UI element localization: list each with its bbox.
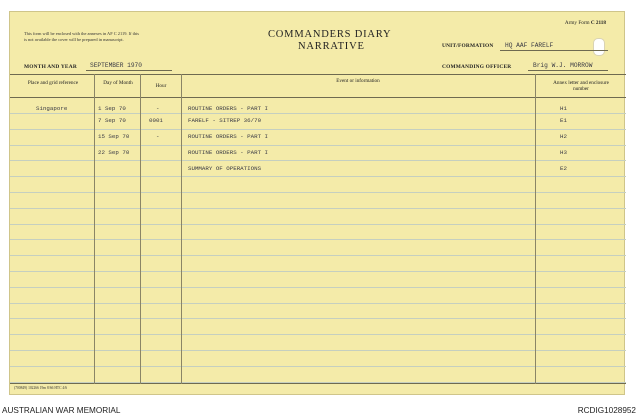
row-hour: 0001 xyxy=(149,117,163,124)
co-underline xyxy=(528,70,608,71)
ruled-line xyxy=(10,366,626,367)
ruled-line xyxy=(10,287,626,288)
print-code: (700849) 102266 19m 8/66 HTC 4/6 xyxy=(14,386,68,390)
column-divider-place xyxy=(94,74,95,384)
ruled-line xyxy=(10,176,626,177)
header-annex: Annex letter and enclosure number xyxy=(553,80,609,92)
column-divider-event xyxy=(535,74,536,384)
punch-hole xyxy=(593,38,605,56)
form-title: COMMANDERS DIARY xyxy=(268,29,392,40)
archive-caption: AUSTRALIAN WAR MEMORIAL xyxy=(2,406,121,415)
row-annex: E1 xyxy=(560,117,567,124)
header-bottom-rule xyxy=(10,97,626,98)
unit-underline xyxy=(500,50,608,51)
row-event: ROUTINE ORDERS - PART I xyxy=(188,133,269,140)
ruled-line xyxy=(10,145,626,146)
table-top-rule xyxy=(10,74,626,75)
archive-id: RCDIG1028952 xyxy=(577,406,636,415)
row-hour: - xyxy=(156,133,160,140)
row-place: Singapore xyxy=(36,105,68,112)
row-event: ROUTINE ORDERS - PART I xyxy=(188,105,269,112)
month-year-value: SEPTEMBER 1970 xyxy=(90,62,142,69)
table-bottom-rule xyxy=(10,383,626,384)
header-event: Event or information xyxy=(336,78,380,84)
header-day: Day of Month xyxy=(103,80,133,86)
ruled-line xyxy=(10,192,626,193)
row-annex: E2 xyxy=(560,165,567,172)
unit-formation-label: UNIT/FORMATION xyxy=(442,43,494,49)
row-annex: H2 xyxy=(560,133,567,140)
ruled-line xyxy=(10,271,626,272)
header-hour: Hour xyxy=(155,83,167,89)
ruled-line xyxy=(10,208,626,209)
row-event: ROUTINE ORDERS - PART I xyxy=(188,149,269,156)
unit-formation-value: HQ AAF FARELF xyxy=(505,42,554,49)
army-form-label: Army Form xyxy=(564,20,590,26)
ruled-line xyxy=(10,303,626,304)
ruled-line xyxy=(10,239,626,240)
ruled-line xyxy=(10,318,626,319)
row-event: SUMMARY OF OPERATIONS xyxy=(188,165,262,172)
row-event: FARELF - SITREP 36/70 xyxy=(188,117,262,124)
commanding-officer-label: COMMANDING OFFICER xyxy=(442,64,512,70)
ruled-line xyxy=(10,160,626,161)
ruled-line xyxy=(10,129,626,130)
commanding-officer-value: Brig W.J. MORROW xyxy=(533,62,593,69)
form-subtitle: NARRATIVE xyxy=(298,41,365,52)
enclosure-notice: This form will be enclosed with the annexes in AF C 2119. If this is not available the cover will be prepared in manuscript. xyxy=(24,31,139,42)
diary-form-sheet xyxy=(9,11,625,395)
column-divider-hour xyxy=(181,74,182,384)
month-year-label: MONTH AND YEAR xyxy=(24,64,77,70)
ruled-line xyxy=(10,224,626,225)
ruled-line xyxy=(10,334,626,335)
ruled-line xyxy=(10,350,626,351)
ruled-line xyxy=(10,382,626,383)
row-hour: - xyxy=(156,105,160,112)
row-annex: H3 xyxy=(560,149,567,156)
row-day: 1 Sep 70 xyxy=(98,105,126,112)
row-annex: H1 xyxy=(560,105,567,112)
army-form-code: C 2118 xyxy=(590,20,606,26)
ruled-line xyxy=(10,255,626,256)
ruled-line xyxy=(10,113,626,114)
month-underline xyxy=(86,70,172,71)
row-day: 22 Sep 70 xyxy=(98,149,130,156)
header-place: Place and grid reference xyxy=(27,80,79,86)
army-form-number xyxy=(565,20,606,26)
row-day: 15 Sep 70 xyxy=(98,133,130,140)
column-divider-day xyxy=(140,74,141,384)
row-day: 7 Sep 70 xyxy=(98,117,126,124)
